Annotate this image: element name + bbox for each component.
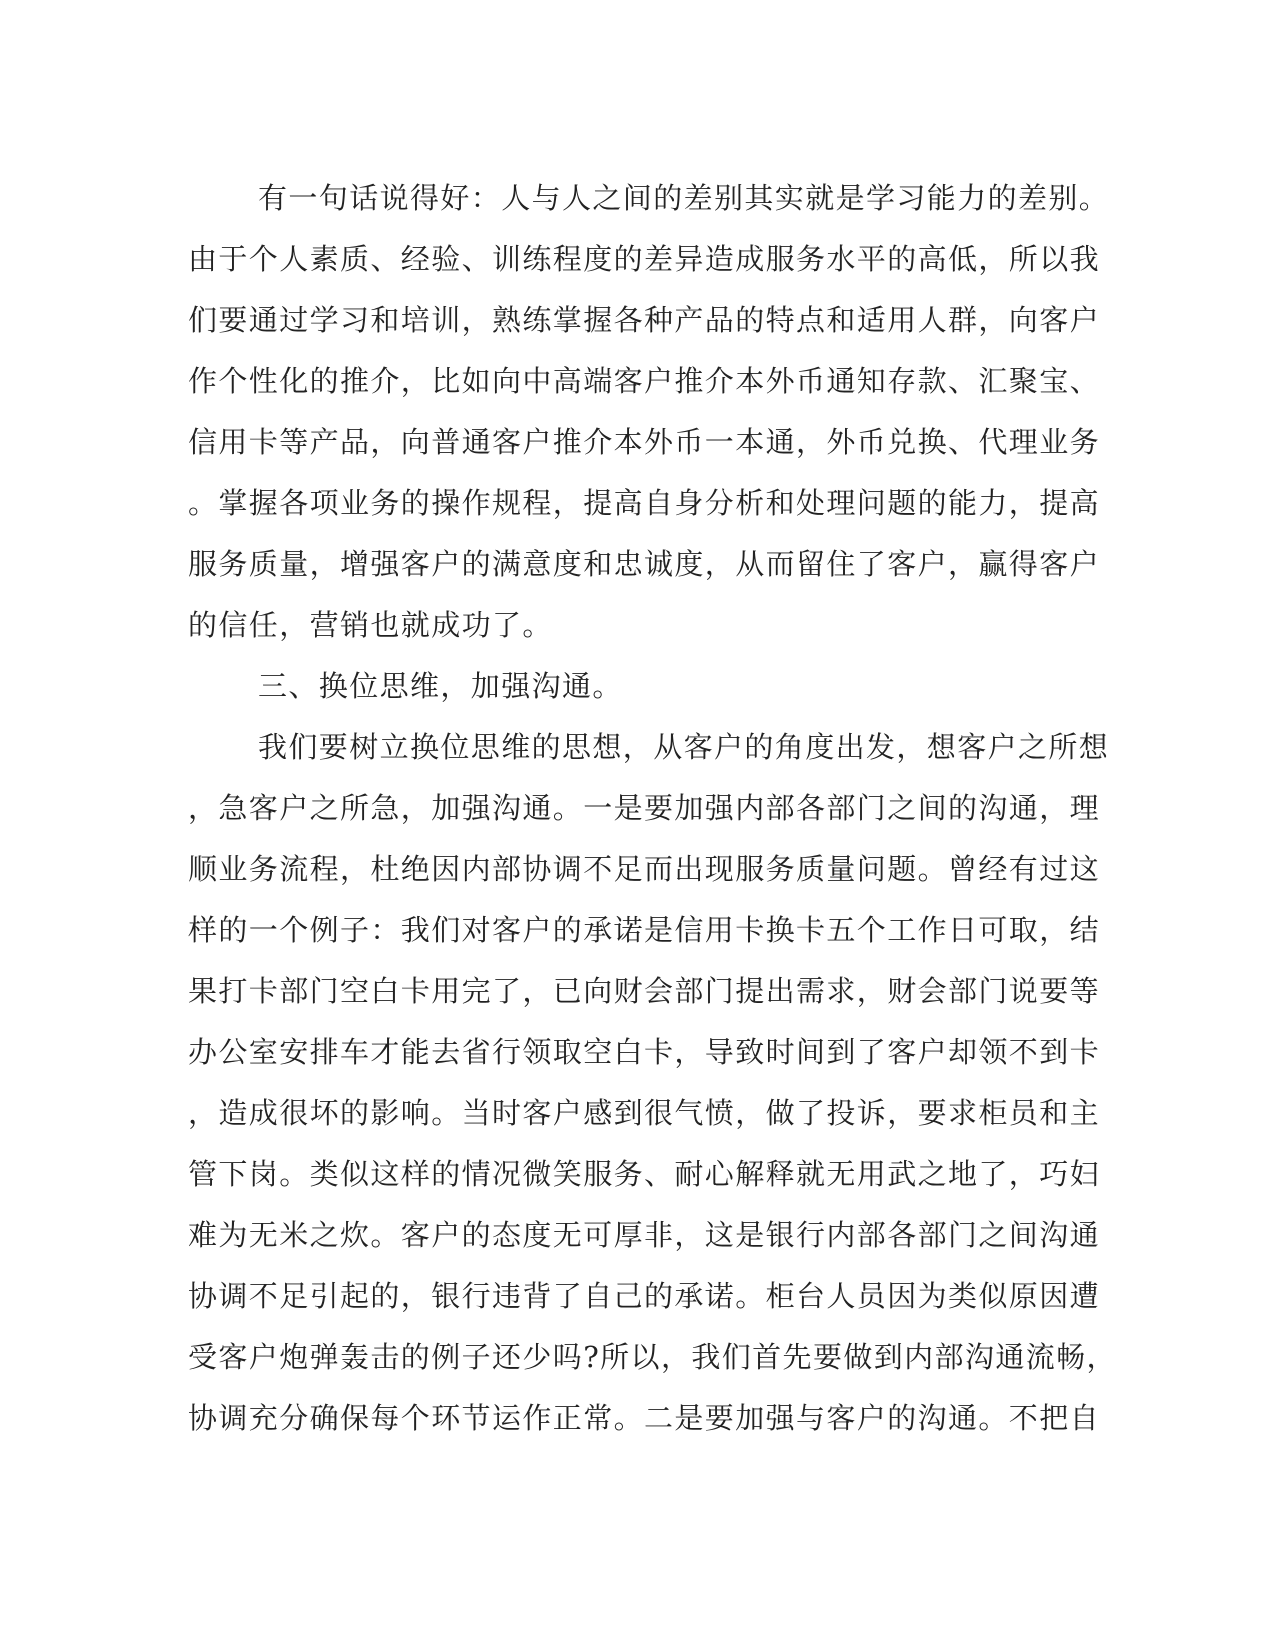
text-line: 办公室安排车才能去省行领取空白卡，导致时间到了客户却领不到卡 [188,1035,1101,1069]
text-line: 受客户炮弹轰击的例子还少吗?所以，我们首先要做到内部沟通流畅， [188,1340,1117,1374]
text-line: 我们要树立换位思维的思想，从客户的角度出发，想客户之所想 [258,730,1110,764]
text-line: 管下岗。类似这样的情况微笑服务、耐心解释就无用武之地了，巧妇 [188,1157,1101,1191]
text-line: 有一句话说得好：人与人之间的差别其实就是学习能力的差别。 [258,181,1110,215]
section-heading: 三、换位思维，加强沟通。 [258,669,623,703]
text-line: 样的一个例子：我们对客户的承诺是信用卡换卡五个工作日可取，结 [188,913,1101,947]
text-line: 果打卡部门空白卡用完了，已向财会部门提出需求，财会部门说要等 [188,974,1101,1008]
body-text [188,168,1117,1449]
text-line: 的信任，营销也就成功了。 [188,608,553,642]
text-line: 作个性化的推介，比如向中高端客户推介本外币通知存款、汇聚宝、 [188,364,1101,398]
text-line: ，急客户之所急，加强沟通。一是要加强内部各部门之间的沟通，理 [188,791,1101,825]
text-line: 由于个人素质、经验、训练程度的差异造成服务水平的高低，所以我 [188,242,1101,276]
text-line: 协调充分确保每个环节运作正常。二是要加强与客户的沟通。不把自 [188,1401,1101,1435]
text-line: ，造成很坏的影响。当时客户感到很气愤，做了投诉，要求柜员和主 [188,1096,1101,1130]
text-line: 。掌握各项业务的操作规程，提高自身分析和处理问题的能力，提高 [188,486,1101,520]
text-line: 信用卡等产品，向普通客户推介本外币一本通，外币兑换、代理业务 [188,425,1101,459]
text-line: 顺业务流程，杜绝因内部协调不足而出现服务质量问题。曾经有过这 [188,852,1101,886]
text-line: 们要通过学习和培训，熟练掌握各种产品的特点和适用人群，向客户 [188,303,1101,337]
text-line: 难为无米之炊。客户的态度无可厚非，这是银行内部各部门之间沟通 [188,1218,1101,1252]
text-line: 服务质量，增强客户的满意度和忠诚度，从而留住了客户，赢得客户 [188,547,1101,581]
text-line: 协调不足引起的，银行违背了自己的承诺。柜台人员因为类似原因遭 [188,1279,1101,1313]
